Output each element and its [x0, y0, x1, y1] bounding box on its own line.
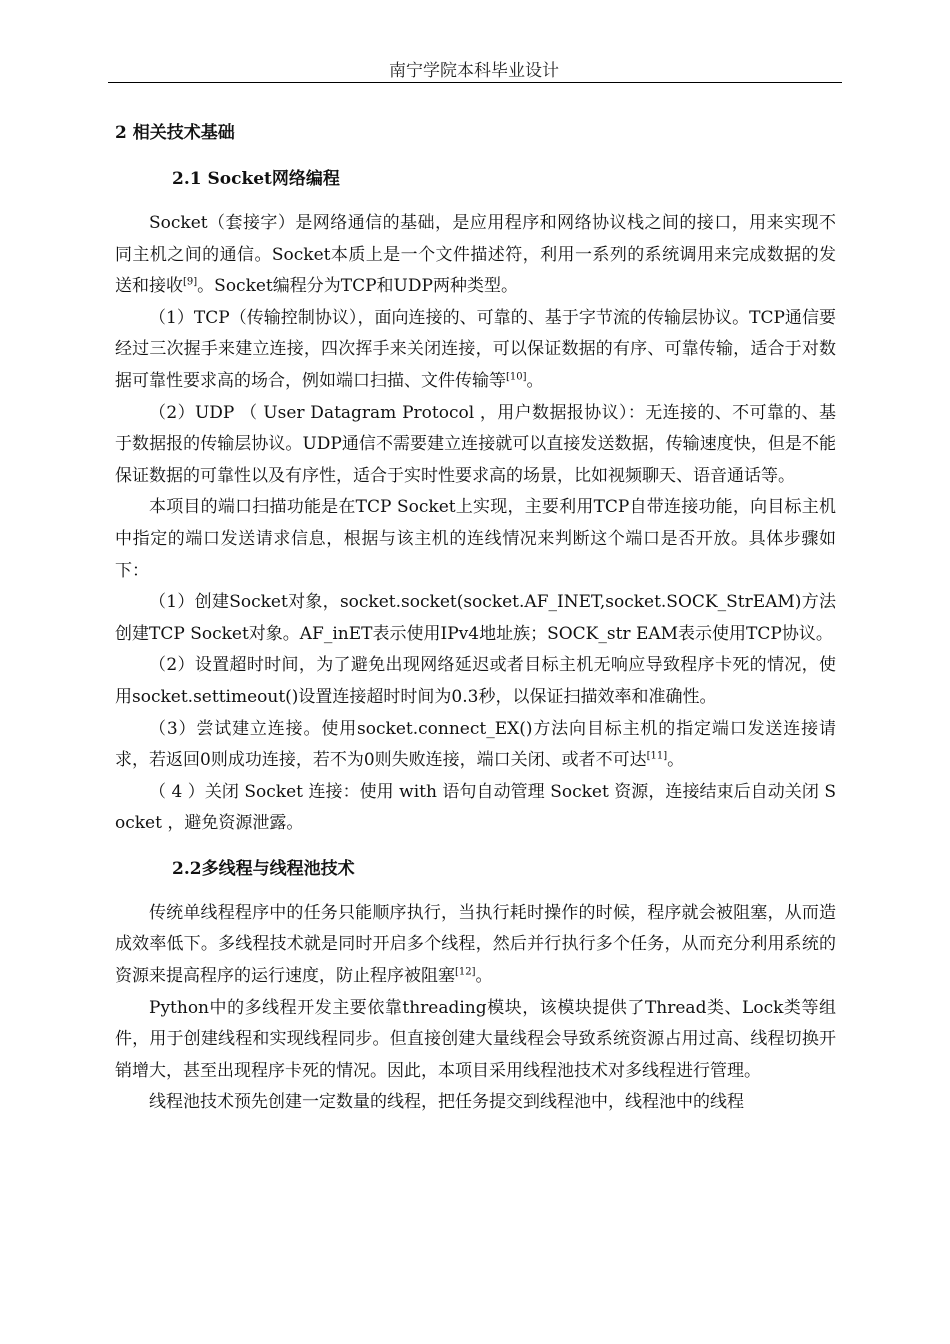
paragraph-step-2: （2）设置超时时间，为了避免出现网络延迟或者目标主机无响应导致程序卡死的情况，使用socket.settimeout()设置连接超时时间为0.3秒，以保证扫描效率和准确性。 — [115, 655, 836, 707]
paragraph-python-threading: Python中的多线程开发主要依靠threading模块，该模块提供了Thread类、Lock类等组件，用于创建线程和实现线程同步。但直接创建大量线程会导致系统资源占用过高、线程切换开销增大，甚至出现程序卡死的情况。因此，本项目采用线程池技术对多线程进行管理。 — [115, 997, 836, 1081]
paragraph-text: （3）尝试建立连接。使用socket.connect_EX()方法向目标主机的指定端口发送连接请求，若返回0则成功连接，若不为0则失败连接，端口关闭、或者不可达 — [115, 718, 836, 771]
paragraph-thread-pool: 线程池技术预先创建一定数量的线程，把任务提交到线程池中，线程池中的线程 — [149, 1092, 744, 1113]
citation-12: [12] — [455, 966, 476, 978]
paragraph-tcp — [115, 303, 836, 398]
paragraph-step-1: （1）创建Socket对象，socket.socket(socket.AF_INET,socket.SOCK_StrEAM)方法创建TCP Socket对象。AF_inET表示使用IPv4地址族；SOCK_str EAM表示使用TCP协议。 — [115, 592, 836, 644]
section-heading-2-1: 2.1 Socket网络编程 — [172, 169, 340, 189]
paragraph-text: 。Socket编程分为TCP和UDP两种类型。 — [197, 276, 518, 297]
paragraph-port-scan: 本项目的端口扫描功能是在TCP Socket上实现，主要利用TCP自带连接功能，向目标主机中指定的端口发送请求信息，根据与该主机的连线情况来判断这个端口是否开放。具体步骤如下： — [115, 497, 836, 581]
paragraph-socket-intro — [115, 208, 836, 303]
paragraph-text: 。 — [667, 750, 685, 771]
paragraph-text: 传统单线程程序中的任务只能顺序执行，当执行耗时操作的时候，程序就会被阻塞，从而造成效率低下。多线程技术就是同时开启多个线程，然后并行执行多个任务，从而充分利用系统的资源来提高程序的运行速度，防止程序被阻塞 — [115, 902, 836, 987]
citation-11: [11] — [646, 750, 668, 762]
section-heading-2-2: 2.2多线程与线程池技术 — [172, 858, 355, 879]
citation-9: [9] — [183, 276, 198, 288]
paragraph-text: （1）TCP（传输控制协议），面向连接的、可靠的、基于字节流的传输层协议。TCP通信要经过三次握手来建立连接，四次挥手来关闭连接，可以保证数据的有序、可靠传输，适合于对数据可靠性要求高的场合，例如端口扫描、文件传输等 — [115, 307, 836, 391]
citation-10: [10] — [506, 371, 527, 383]
paragraph-text: Socket（套接字）是网络通信的基础，是应用程序和网络协议栈之间的接口，用来实现不同主机之间的通信。Socket本质上是一个文件描述符，利用一系列的系统调用来完成数据的发送和接收 — [115, 213, 836, 297]
chapter-heading: 2 相关技术基础 — [115, 123, 235, 143]
paragraph-multithreading — [115, 898, 836, 993]
paragraph-text: 。 — [475, 966, 493, 987]
paragraph-step-3 — [115, 714, 836, 777]
page-header: 南宁学院本科毕业设计 — [389, 61, 559, 81]
paragraph-step-4: （ 4 ）关闭 Socket 连接：使用 with 语句自动管理 Socket 资源，连接结束后自动关闭 Socket ，避免资源泄露。 — [115, 781, 836, 834]
paragraph-udp: （2）UDP （ User Datagram Protocol ，用户数据报协议）：无连接的、不可靠的、基于数据报的传输层协议。UDP通信不需要建立连接就可以直接发送数据，传输速度快，但是不能保证数据的可靠性以及有序性，适合于实时性要求高的场景，比如视频聊天、语音通话等。 — [115, 402, 836, 486]
page-body — [115, 118, 836, 1119]
paragraph-text: 。 — [526, 370, 544, 391]
header-rule — [108, 82, 842, 83]
